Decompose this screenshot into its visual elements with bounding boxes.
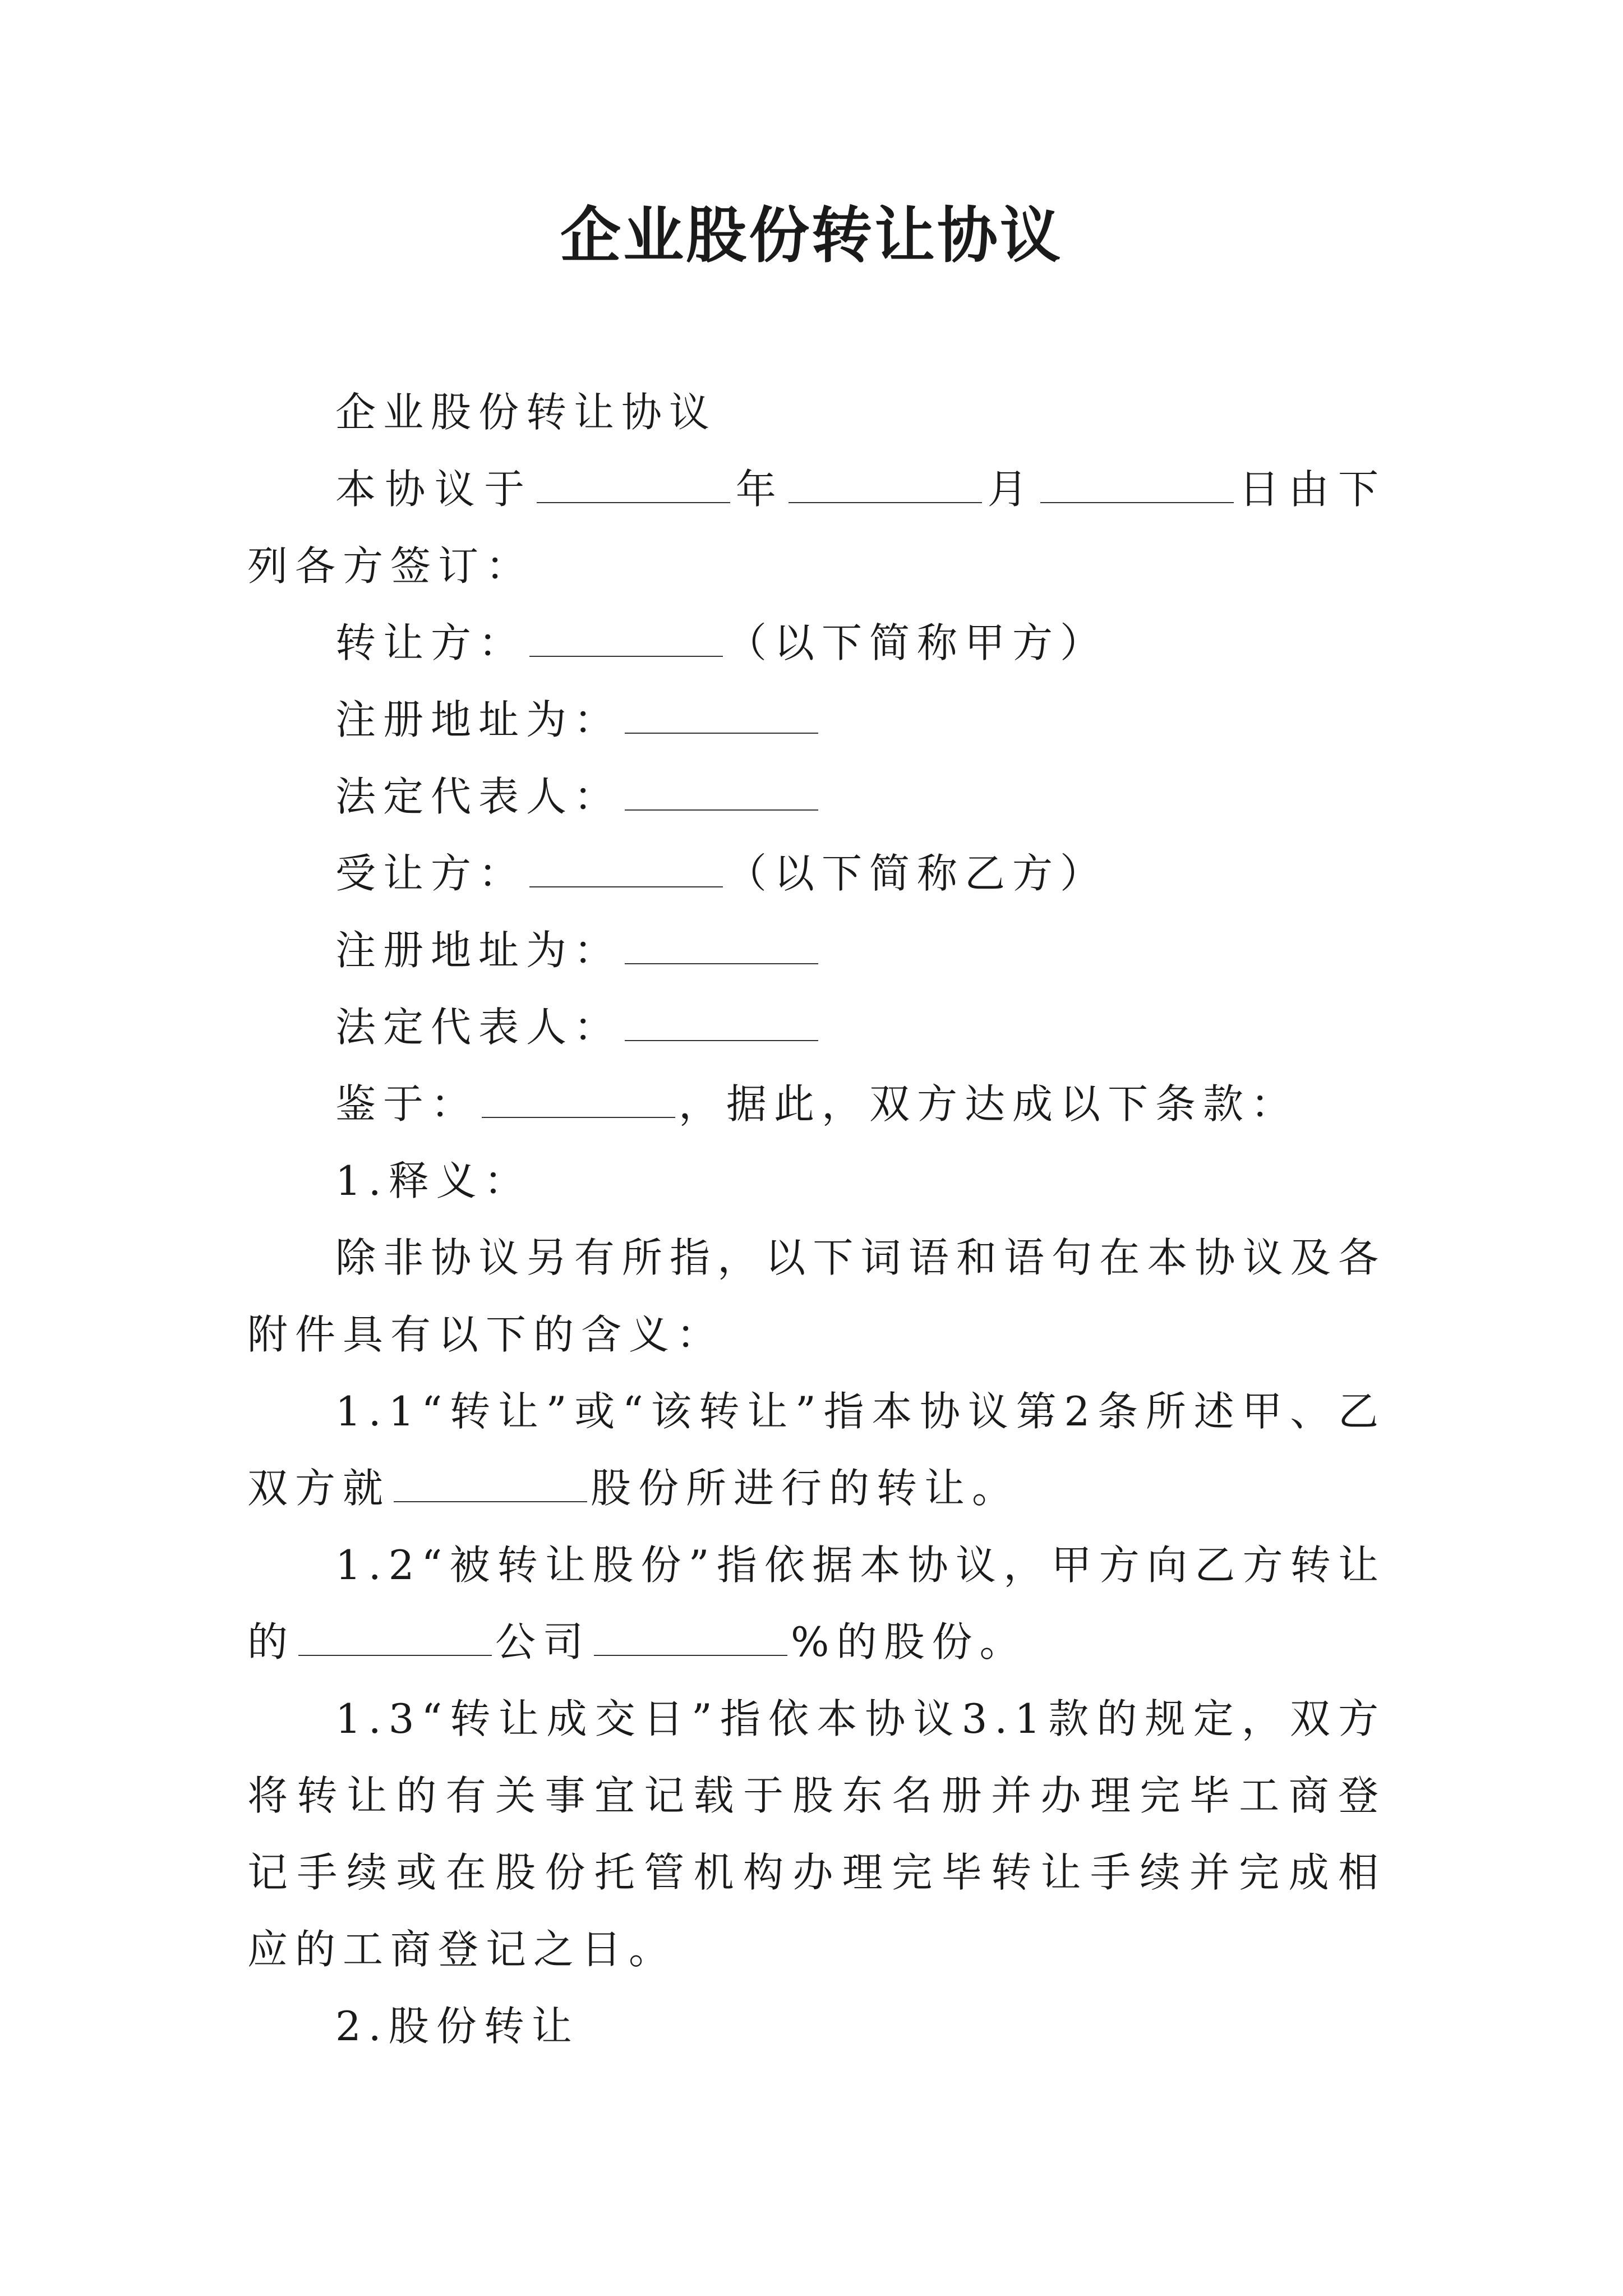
transferee-rep-line [247, 989, 1386, 1066]
clause-1-1 [247, 1373, 1386, 1527]
transferee-address-blank [625, 930, 818, 964]
whereas-line [247, 1066, 1386, 1143]
transferor-address-blank [625, 699, 818, 734]
whereas-suffix: ，据此，双方达成以下条款： [679, 1080, 1299, 1128]
section1-intro: 除非协议另有所指，以下词语和语句在本协议及各附件具有以下的含义： [247, 1234, 1386, 1358]
transferor-blank [529, 622, 723, 657]
transferor-note: （以下简称甲方） [726, 619, 1108, 666]
transferee-address-label: 注册地址为： [335, 927, 622, 974]
subtitle: 企业股份转让协议 [335, 389, 717, 436]
clause-1-1-blank [394, 1467, 587, 1502]
clause-1-2-text-b: 公司 [495, 1618, 591, 1665]
clause-1-2-text-c: %的股份。 [791, 1618, 1027, 1665]
transferor-rep-line [247, 758, 1386, 835]
intro-paragraph [247, 451, 1386, 605]
transferor-label: 转让方： [335, 619, 527, 666]
document-title: 企业股份转让协议 [560, 200, 1063, 271]
day-blank [1040, 468, 1234, 503]
clause-1-2-company-blank [298, 1621, 492, 1656]
document-body [247, 374, 1386, 2065]
intro-year: 年 [734, 466, 786, 513]
clause-1-2-text-a: 1.2“被转让股份”指依据本协议，甲方向乙方转让的 [247, 1542, 1386, 1665]
transferee-line [247, 835, 1386, 912]
transferor-rep-label: 法定代表人： [335, 773, 622, 820]
intro-suffix: 日由下列各方签订： [247, 466, 1386, 590]
transferee-rep-label: 法定代表人： [335, 1004, 622, 1051]
transferee-label: 受让方： [335, 850, 527, 897]
clause-1-2 [247, 1527, 1386, 1681]
transferee-address-line [247, 912, 1386, 989]
clause-1-3: 1.3“转让成交日”指依本协议3.1款的规定，双方将转让的有关事宜记载于股东名册并办理完毕工商登记手续或在股份托管机构办理完毕转让手续并完成相应的工商登记之日。 [247, 1695, 1386, 1973]
whereas-label: 鉴于： [335, 1080, 479, 1128]
transferor-address-line [247, 682, 1386, 758]
clause-1-1-text-b: 股份所进行的转让。 [591, 1465, 1020, 1512]
clause-1-1-text-a: 1.1“转让”或“该转让”指本协议第2条所述甲、乙双方就 [247, 1388, 1386, 1512]
clause-1-2-percent-blank [594, 1621, 787, 1656]
transferee-rep-blank [625, 1006, 818, 1041]
transferor-rep-blank [625, 776, 818, 811]
intro-prefix: 本协议于 [335, 466, 534, 513]
section1-heading: 1.释义： [335, 1157, 532, 1204]
month-blank [789, 468, 982, 503]
year-blank [537, 468, 730, 503]
transferor-line [247, 605, 1386, 682]
transferee-blank [529, 853, 723, 887]
section2-heading: 2.股份转让 [335, 2003, 579, 2050]
transferor-address-label: 注册地址为： [335, 696, 622, 743]
whereas-blank [482, 1083, 675, 1118]
intro-month: 月 [985, 466, 1037, 513]
transferee-note: （以下简称乙方） [726, 850, 1108, 897]
